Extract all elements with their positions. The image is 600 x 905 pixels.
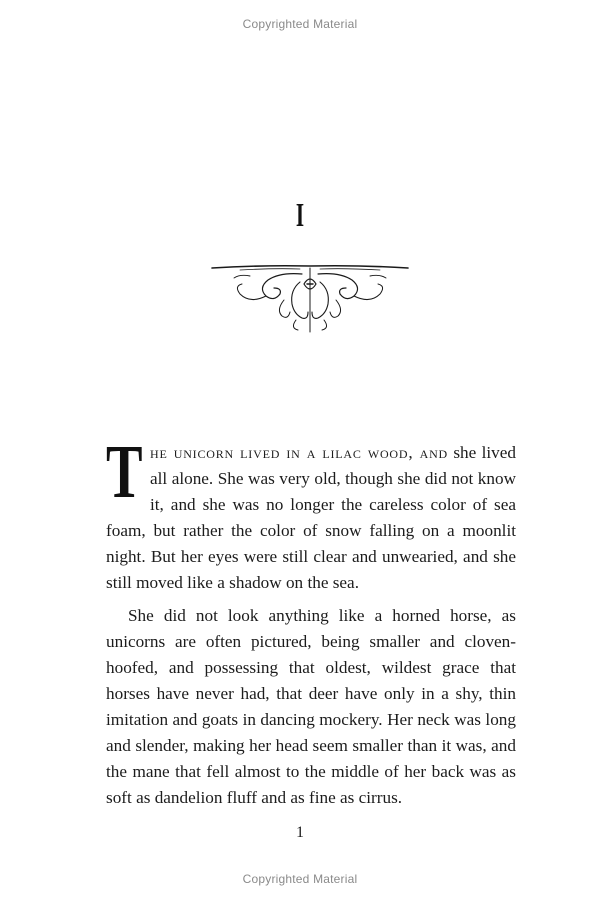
- paragraph-1-text: she lived all alone. She was very old, though she did not know it, and she was no longer the careless color of sea foam, but rather the color of snow falling on a moonlit night. But her eyes were still clear and unwearied, and she still moved like a shadow on the sea.: [106, 443, 517, 592]
- opening-smallcaps: he unicorn lived in a lilac wood, and: [150, 443, 449, 462]
- paragraph-2: She did not look anything like a horned horse, as unicorns are often pictured, being smaller and cloven-hoofed, and possessing that oldest, wildest grace that horses have never had, that deer have only in a shy, thin imitation and goats in dancing mockery. Her neck was long and slender, making her head seem smaller than it was, and the mane that fell almost to the middle of her back was as soft as dandelion fluff and as fine as cirrus.: [106, 606, 516, 807]
- chapter-body-text: [106, 430, 517, 811]
- drop-cap: T: [106, 430, 143, 514]
- chapter-numeral: I: [295, 197, 305, 234]
- paragraph-1: [106, 430, 517, 595]
- page-number: 1: [296, 824, 304, 841]
- copyright-watermark-top: Copyrighted Material: [242, 17, 358, 31]
- flourish-ornament-icon: [210, 260, 410, 340]
- copyright-watermark-bottom: Copyrighted Material: [242, 872, 358, 886]
